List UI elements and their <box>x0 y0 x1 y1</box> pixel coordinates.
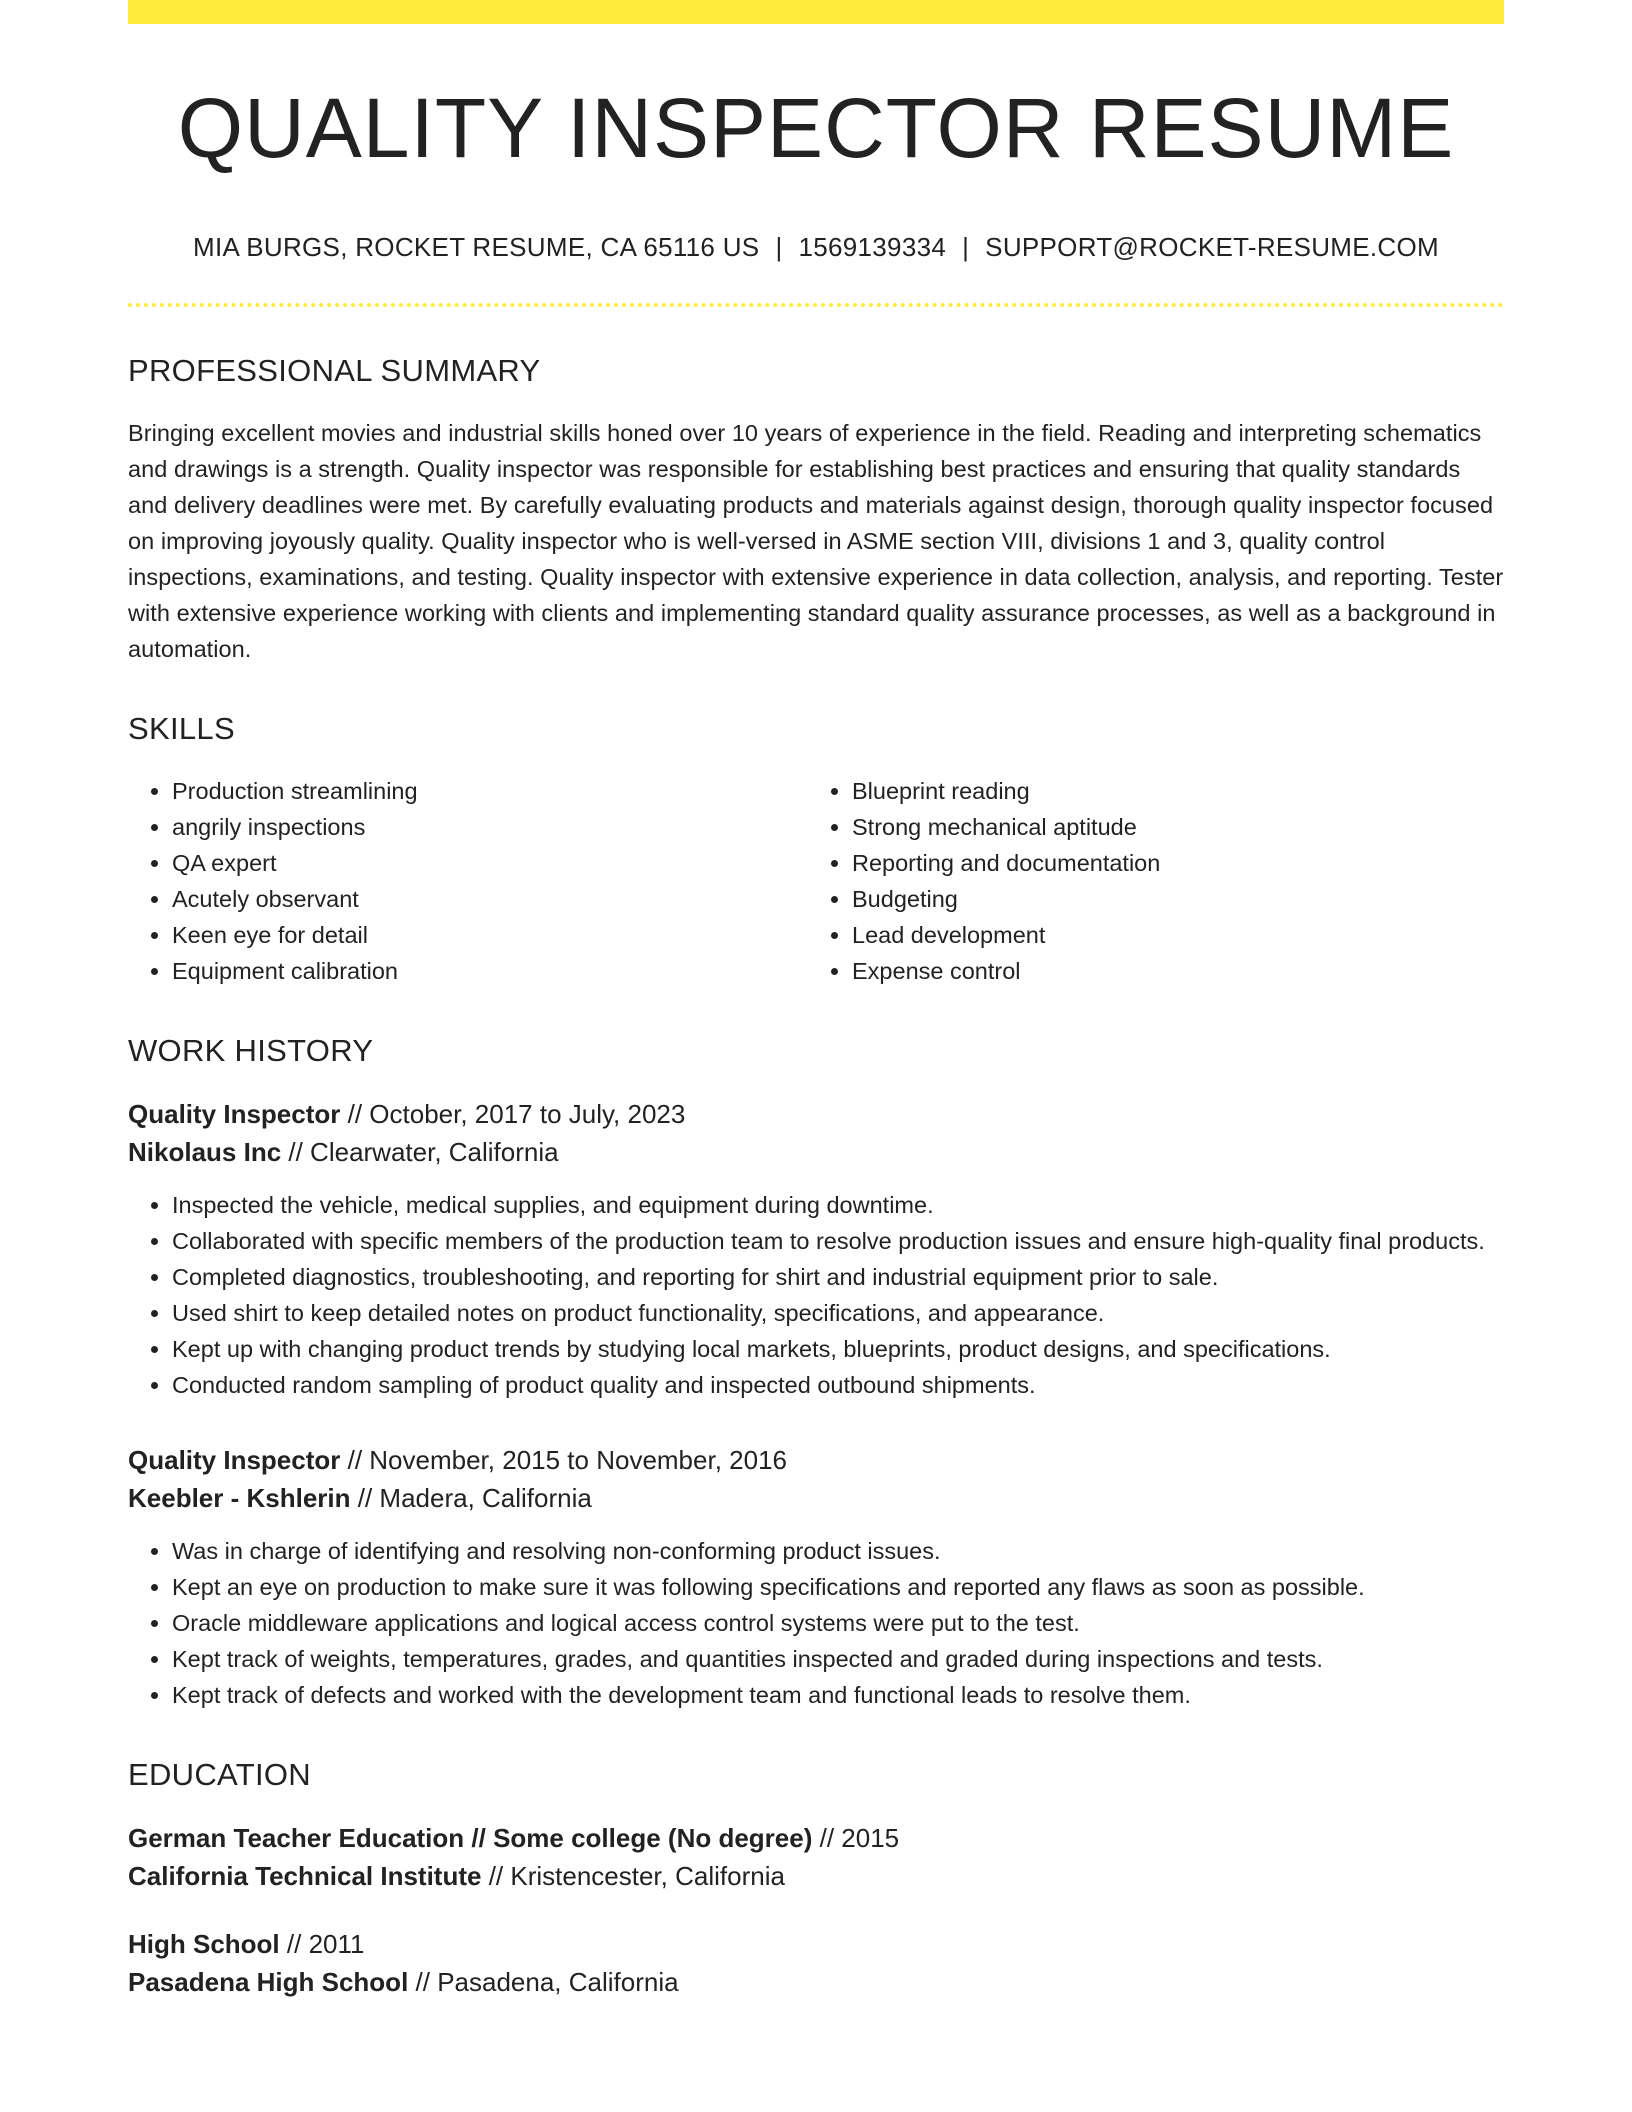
skill-item: • QA expert <box>172 845 808 881</box>
education-school: Pasadena High School <box>128 1967 409 1998</box>
job-title: Quality Inspector <box>128 1445 341 1476</box>
resume-page <box>128 0 1504 2001</box>
education-degree-line <box>128 1925 1504 1963</box>
job-bullet: • Kept up with changing product trends by studying local markets, blueprints, product designs, and specifications. <box>172 1331 1504 1367</box>
education-degree: High School <box>128 1929 280 1960</box>
job-bullet: • Completed diagnostics, troubleshooting, and reporting for shirt and industrial equipment prior to sale. <box>172 1259 1504 1295</box>
skill-item: • Blueprint reading <box>852 773 1488 809</box>
job-dates: // October, 2017 to July, 2023 <box>340 1099 686 1130</box>
job-bullet: • Kept track of weights, temperatures, grades, and quantities inspected and graded during inspections and tests. <box>172 1641 1504 1677</box>
job-bullets <box>128 1533 1504 1713</box>
job-bullets <box>128 1187 1504 1403</box>
job-bullet: • Kept an eye on production to make sure it was following specifications and reported any flaws as soon as possible. <box>172 1569 1504 1605</box>
skills-list <box>128 773 1504 989</box>
skill-item: • Production streamlining <box>172 773 808 809</box>
summary-heading: PROFESSIONAL SUMMARY <box>128 353 541 389</box>
top-accent-bar <box>128 0 1504 24</box>
job-bullet: • Was in charge of identifying and resolving non-conforming product issues. <box>172 1533 1504 1569</box>
skill-item: • Acutely observant <box>172 881 808 917</box>
contact-separator: | <box>775 232 783 263</box>
job-company: Keebler - Kshlerin <box>128 1483 351 1514</box>
skill-item: • Lead development <box>852 917 1488 953</box>
education-location: // Kristencester, California <box>481 1861 785 1892</box>
education-heading: EDUCATION <box>128 1757 311 1793</box>
work-history-heading: WORK HISTORY <box>128 1033 374 1069</box>
job-location: // Madera, California <box>350 1483 592 1514</box>
job-company-line <box>128 1133 1504 1171</box>
skill-item: • angrily inspections <box>172 809 808 845</box>
summary-text: Bringing excellent movies and industrial skills honed over 10 years of experience in the field. Reading and interpreting schematics and drawings is a strength. Quality inspector was responsible for establishing best practices and ensuring that quality standards and delivery deadlines were met. By carefully evaluating products and materials against design, thorough quality inspector focused on improving joyously quality. Quality inspector who is well-versed in ASME section VIII, divisions 1 and 3, quality control inspections, examinations, and testing. Quality inspector with extensive experience in data collection, analysis, and reporting. Tester with extensive experience working with clients and implementing standard quality assurance processes, as well as a background in automation. <box>128 420 1504 663</box>
skill-item: • Strong mechanical aptitude <box>852 809 1488 845</box>
job-company-line <box>128 1479 1504 1517</box>
education-school-line <box>128 1963 1504 2001</box>
job-title-line <box>128 1095 1504 1133</box>
job-title: Quality Inspector <box>128 1099 341 1130</box>
skill-item: • Reporting and documentation <box>852 845 1488 881</box>
education-entry <box>128 1925 1504 2001</box>
education-degree: German Teacher Education // Some college (No degree) <box>128 1823 813 1854</box>
job-bullet: • Oracle middleware applications and logical access control systems were put to the test. <box>172 1605 1504 1641</box>
skills-column-left <box>128 773 808 989</box>
education-degree-line <box>128 1819 1504 1857</box>
education-year: // 2015 <box>812 1823 900 1854</box>
education-entry <box>128 1819 1504 1895</box>
contact-separator: | <box>962 232 970 263</box>
job-entry <box>128 1441 1504 1713</box>
education-year: // 2011 <box>279 1929 365 1960</box>
education-school-line <box>128 1857 1504 1895</box>
contact-phone: 1569139334 <box>798 232 947 263</box>
skills-column-right <box>808 773 1488 989</box>
contact-email: SUPPORT@ROCKET-RESUME.COM <box>985 232 1439 263</box>
contact-address: MIA BURGS, ROCKET RESUME, CA 65116 US <box>193 232 760 263</box>
education-location: // Pasadena, California <box>408 1967 679 1998</box>
job-company: Nikolaus Inc <box>128 1137 282 1168</box>
resume-title: QUALITY INSPECTOR RESUME <box>177 81 1455 175</box>
job-title-line <box>128 1441 1504 1479</box>
job-location: // Clearwater, California <box>281 1137 559 1168</box>
job-entry <box>128 1095 1504 1403</box>
education-school: California Technical Institute <box>128 1861 482 1892</box>
skill-item: • Budgeting <box>852 881 1488 917</box>
skill-item: • Equipment calibration <box>172 953 808 989</box>
skill-item: • Expense control <box>852 953 1488 989</box>
job-dates: // November, 2015 to November, 2016 <box>340 1445 787 1476</box>
job-bullet: • Kept track of defects and worked with the development team and functional leads to resolve them. <box>172 1677 1504 1713</box>
skills-heading: SKILLS <box>128 711 235 747</box>
skill-item: • Keen eye for detail <box>172 917 808 953</box>
contact-line <box>128 232 1504 263</box>
job-bullet: • Used shirt to keep detailed notes on product functionality, specifications, and appearance. <box>172 1295 1504 1331</box>
dotted-divider <box>128 303 1504 307</box>
job-bullet: • Conducted random sampling of product quality and inspected outbound shipments. <box>172 1367 1504 1403</box>
job-bullet: • Inspected the vehicle, medical supplies, and equipment during downtime. <box>172 1187 1504 1223</box>
job-bullet: • Collaborated with specific members of the production team to resolve production issues and ensure high-quality final products. <box>172 1223 1504 1259</box>
